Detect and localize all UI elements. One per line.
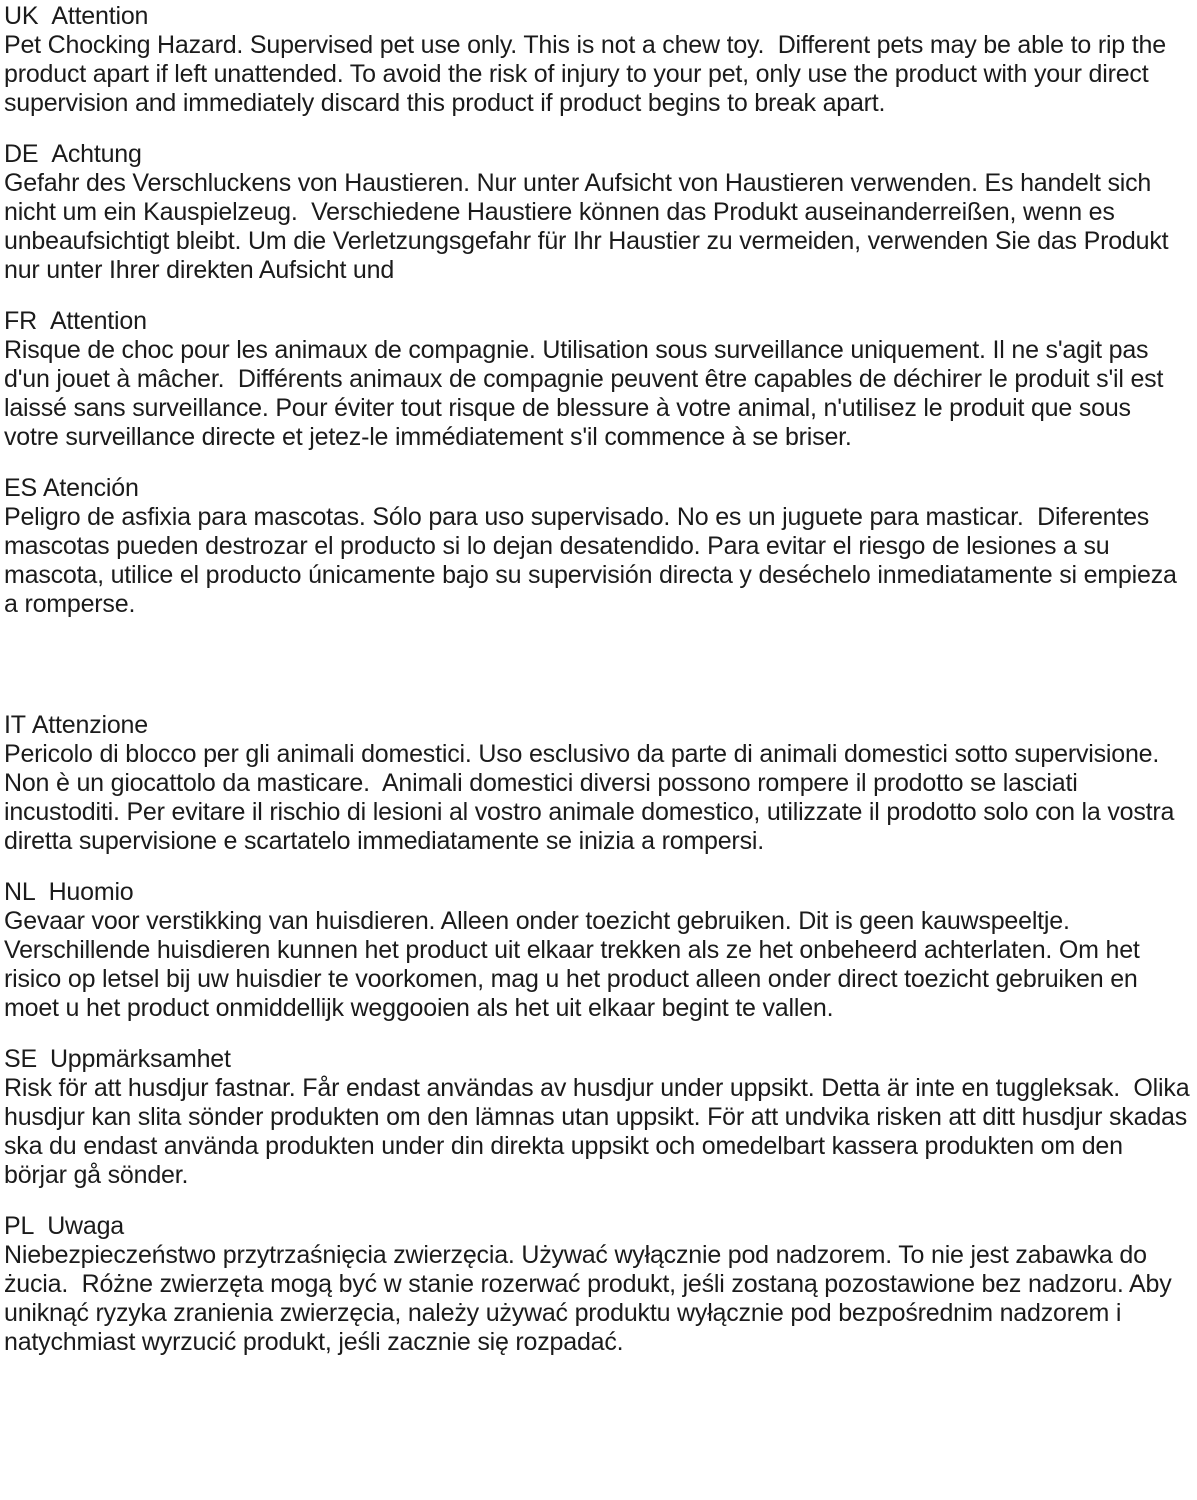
- section-pl: [4, 1212, 1191, 1357]
- section-uk: [4, 2, 1191, 118]
- section-title-uk: Attention: [51, 2, 149, 30]
- section-fr: [4, 307, 1191, 452]
- section-body-uk: Pet Chocking Hazard. Supervised pet use only. This is not a chew toy. Different pets may be able to rip the product apart if left unattended. To avoid the risk of injury to your pet, only use the product with your direct supervision and immediately discard this product if product begins to break apart.: [4, 31, 1173, 117]
- language-code-it: IT: [4, 711, 26, 739]
- section-heading-it: [4, 711, 1191, 740]
- section-body-fr: Risque de choc pour les animaux de compagnie. Utilisation sous surveillance uniquement. Il ne s'agit pas d'un jouet à mâcher. Différents animaux de compagnie peuvent être capables de déchirer le produit s'il est laissé sans surveillance. Pour éviter tout risque de blessure à votre animal, n'utilisez le produit que sous votre surveillance directe et jetez-le immédiatement s'il commence à se briser.: [4, 336, 1170, 451]
- section-body-se: Risk för att husdjur fastnar. Får endast användas av husdjur under uppsikt. Detta är inte en tuggleksak. Olika husdjur kan slita sönder produkten om den lämnas utan uppsikt. För att undvika risken att ditt husdjur skadas ska du endast använda produkten under din direkta uppsikt och omedelbart kassera produkten om den börjar gå sönder.: [4, 1074, 1197, 1189]
- language-code-fr: FR: [4, 307, 37, 335]
- language-code-nl: NL: [4, 878, 36, 906]
- language-code-uk: UK: [4, 2, 39, 30]
- section-heading-fr: [4, 307, 1191, 336]
- language-code-es: ES: [4, 474, 37, 502]
- section-se: [4, 1045, 1197, 1190]
- section-body-de: Gefahr des Verschluckens von Haustieren. Nur unter Aufsicht von Haustieren verwenden. Es handelt sich nicht um ein Kauspielzeug. Verschiedene Haustiere können das Produkt auseinanderreißen, wenn es unbeaufsichtigt bleibt. Um die Verletzungsgefahr für Ihr Haustier zu vermeiden, verwenden Sie das Produkt nur unter Ihrer direkten Aufsicht und: [4, 169, 1176, 284]
- language-code-se: SE: [4, 1045, 37, 1073]
- section-title-es: Atención: [42, 474, 139, 502]
- section-heading-nl: [4, 878, 1191, 907]
- section-heading-es: [4, 474, 1191, 503]
- section-title-pl: Uwaga: [47, 1212, 125, 1240]
- section-body-pl: Niebezpieczeństwo przytrzaśnięcia zwierzęcia. Używać wyłącznie pod nadzorem. To nie jest zabawka do żucia. Różne zwierzęta mogą być w stanie rozerwać produkt, jeśli zostaną pozostawione bez nadzoru. Aby uniknąć ryzyka zranienia zwierzęcia, należy używać produktu wyłącznie pod bezpośrednim nadzorem i natychmiast wyrzucić produkt, jeśli zacznie się rozpadać.: [4, 1241, 1179, 1356]
- section-title-nl: Huomio: [48, 878, 134, 906]
- section-de: [4, 140, 1191, 285]
- language-code-de: DE: [4, 140, 39, 168]
- section-body-es: Peligro de asfixia para mascotas. Sólo para uso supervisado. No es un juguete para masticar. Diferentes mascotas pueden destrozar el producto si lo dejan desatendido. Para evitar el riesgo de lesiones a su mascota, utilice el producto únicamente bajo su supervisión directa y deséchelo inmediatamente si empieza a romperse.: [4, 503, 1184, 618]
- section-heading-uk: [4, 2, 1191, 31]
- section-body-it: Pericolo di blocco per gli animali domestici. Uso esclusivo da parte di animali domestici sotto supervisione. Non è un giocattolo da masticare. Animali domestici diversi possono rompere il prodotto se lasciati incustoditi. Per evitare il rischio di lesioni al vostro animale domestico, utilizzate il prodotto solo con la vostra diretta supervisione e scartatelo immediatamente se inizia a rompersi.: [4, 740, 1181, 855]
- section-title-fr: Attention: [49, 307, 147, 335]
- section-heading-pl: [4, 1212, 1191, 1241]
- section-heading-se: [4, 1045, 1191, 1074]
- section-body-nl: Gevaar voor verstikking van huisdieren. Alleen onder toezicht gebruiken. Dit is geen kauwspeeltje. Verschillende huisdieren kunnen het product uit elkaar trekken als ze het onbeheerd achterlaten. Om het risico op letsel bij uw huisdier te voorkomen, mag u het product alleen onder direct toezicht gebruiken en moet u het product onmiddellijk weggooien als het uit elkaar begint te vallen.: [4, 907, 1147, 1022]
- section-title-se: Uppmärksamhet: [49, 1045, 231, 1073]
- section-es: [4, 474, 1191, 619]
- section-heading-de: [4, 140, 1191, 169]
- section-nl: [4, 878, 1191, 1023]
- section-it: [4, 711, 1191, 856]
- section-title-it: Attenzione: [31, 711, 148, 739]
- language-code-pl: PL: [4, 1212, 35, 1240]
- section-title-de: Achtung: [51, 140, 142, 168]
